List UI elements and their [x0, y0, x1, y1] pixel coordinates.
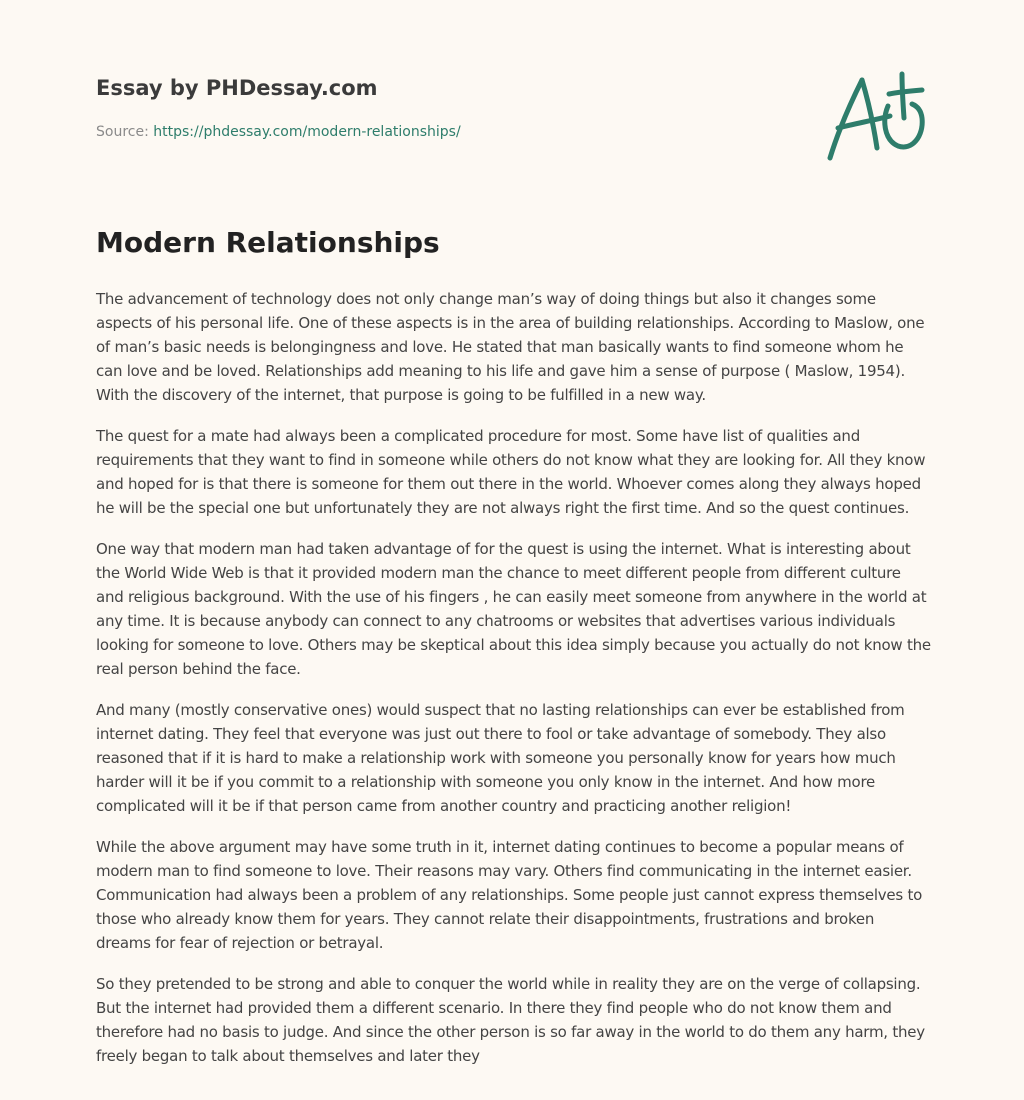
essay-title: Modern Relationships — [96, 226, 440, 259]
essay-paragraph: The advancement of technology does not only change man’s way of doing things but also it changes some aspects of his personal life. One of these aspects is in the area of building relationships. According to Maslow, one of man’s basic needs is belongingness and love. He stated that man basically wants to find someone whom he can love and be loved. Relationships add meaning to his life and gave him a sense of purpose ( Maslow, 1954). With the discovery of the internet, that purpose is going to be fulfilled in a new way. — [96, 290, 925, 404]
essay-body — [96, 287, 932, 1085]
essay-paragraph: While the above argument may have some truth in it, internet dating continues to become a popular means of modern man to find someone to love. Their reasons may vary. Others find communicating in the internet easier. Communication had always been a problem of any relationships. Some people just cannot express themselves to those who already know them for years. They cannot relate their disappointments, frustrations and broken dreams for fear of rejection or betrayal. — [96, 838, 923, 952]
essay-paragraph: So they pretended to be strong and able to conquer the world while in reality they are on the verge of collapsing. But the internet had provided them a different scenario. In there they find people who do not know them and therefore had no basis to judge. And since the other person is so far away in the world to do them any harm, they freely began to talk about themselves and later they — [96, 975, 925, 1065]
brand-title: Essay by PHDessay.com — [96, 76, 378, 100]
a-plus-grade-icon — [822, 66, 932, 166]
source-line — [96, 124, 461, 140]
essay-paragraph: One way that modern man had taken advantage of for the quest is using the internet. What is interesting about the World Wide Web is that it provided modern man the chance to meet different people from different culture and religious background. With the use of his fingers , he can easily meet someone from anywhere in the world at any time. It is because anybody can connect to any chatrooms or websites that advertises various individuals looking for someone to love. Others may be skeptical about this idea simply because you actually do not know the real person behind the face. — [96, 540, 931, 678]
essay-paragraph: And many (mostly conservative ones) would suspect that no lasting relationships can ever be established from internet dating. They feel that everyone was just out there to fool or take advantage of somebody. They also reasoned that if it is hard to make a relationship work with someone you personally know for years how much harder will it be if you commit to a relationship with someone you only know in the internet. And how more complicated will it be if that person came from another country and practicing another religion! — [96, 701, 905, 815]
essay-paragraph: The quest for a mate had always been a complicated procedure for most. Some have list of qualities and requirements that they want to find in someone while others do not know what they are looking for. All they know and hoped for is that there is someone for them out there in the world. Whoever comes along they always hoped he will be the special one but unfortunately they are not always right the first time. And so the quest continues. — [96, 427, 926, 517]
source-link[interactable]: https://phdessay.com/modern-relationships/ — [153, 124, 461, 140]
source-label: Source: — [96, 124, 149, 140]
